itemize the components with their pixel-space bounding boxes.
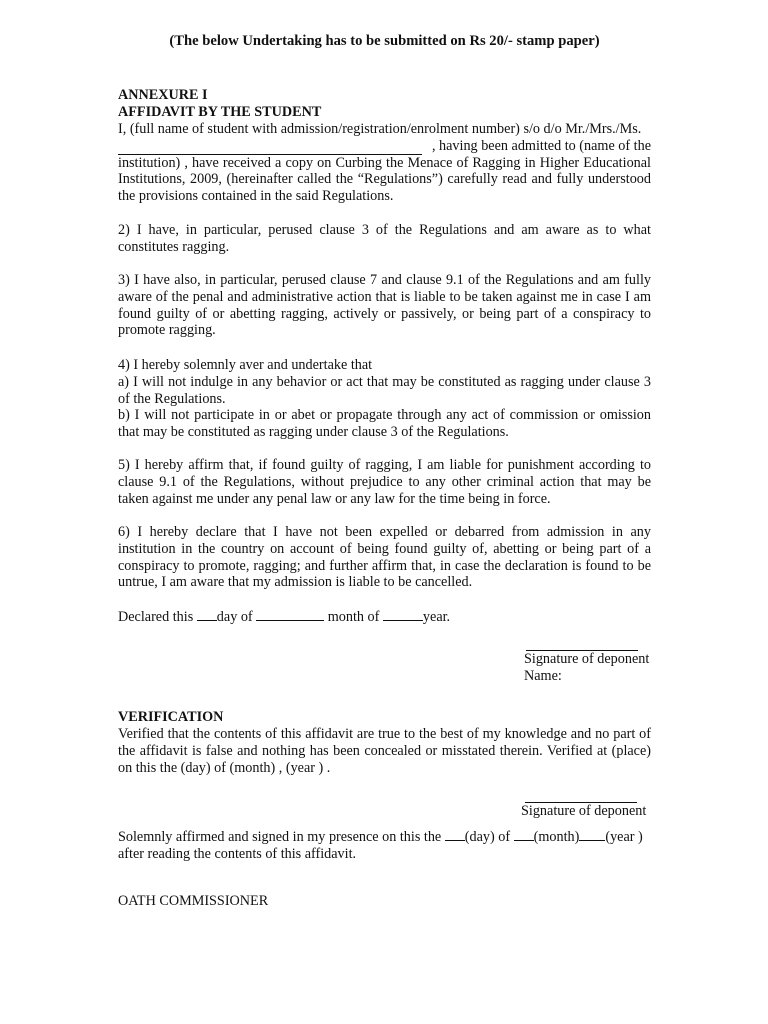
paragraph-1 — [118, 121, 651, 205]
paragraph-4-item-b: b) I will not participate in or abet or propagate through any act of commission or omission that may be constituted as ragging under clause 3 of the Regulations. — [118, 407, 651, 441]
annexure-heading: ANNEXURE I — [118, 87, 208, 103]
declared-day: day of — [216, 609, 257, 625]
solemn-prefix: Solemnly affirmed and signed in my presence on this the — [118, 829, 445, 845]
solemn-month: (month) — [533, 829, 580, 845]
signature-label-1: Signature of deponent — [524, 651, 650, 667]
solemn-month-blank — [514, 828, 534, 841]
declared-month: month of — [324, 609, 383, 625]
verification-text: Verified that the contents of this affidavit are true to the best of my knowledge and no part of the affidavit is false and nothing has been concealed or misstated therein. Verified at (place) on this the (day) of (month) , (year ) . — [118, 726, 651, 776]
declared-line — [118, 608, 651, 626]
oath-commissioner-label: OATH COMMISSIONER — [118, 893, 269, 909]
signature-label-2: Signature of deponent — [521, 803, 647, 819]
solemn-day: (day) of — [464, 829, 514, 845]
paragraph-3: 3) I have also, in particular, perused clause 7 and clause 9.1 of the Regulations and am fully aware of the penal and administrative action that is liable to be taken against me in case I am found guilty of or abetting ragging, actively or passively, or being part of a conspiracy to promote ragging. — [118, 272, 651, 339]
day-blank — [197, 608, 217, 621]
affidavit-title: AFFIDAVIT BY THE STUDENT — [118, 104, 322, 120]
deponent-name-label: Name: — [524, 667, 562, 684]
signature-block-1 — [524, 650, 664, 685]
solemn-affirmation — [118, 828, 651, 863]
declared-year: year. — [422, 609, 451, 625]
signature-block-2 — [521, 802, 661, 820]
solemn-year-blank — [579, 828, 605, 841]
paragraph-6: 6) I hereby declare that I have not been expelled or debarred from admission in any institution in the country on account of being found guilty of, abetting or being part of a conspiracy to promote, ragging; and further affirm that, in case the declaration is found to be untrue, I am aware that my admission is liable to be cancelled. — [118, 524, 651, 591]
solemn-year: (year ) — [605, 829, 643, 845]
paragraph-1-rest: institution) , have received a copy on Curbing the Menace of Ragging in Higher Educational Institutions, 2009, (hereinafter called the “Regulations”) carefully read and fully understood the provisions contained in the said Regulations. — [118, 154, 651, 205]
paragraph-1-line-1: I, (full name of student with admission/registration/enrolment number) s/o d/o Mr./Mrs./Ms. — [118, 121, 642, 137]
month-blank — [256, 608, 324, 621]
solemn-line-2: after reading the contents of this affidavit. — [118, 845, 357, 862]
verification-heading: VERIFICATION — [118, 709, 224, 725]
paragraph-2: 2) I have, in particular, perused clause 3 of the Regulations and am aware as to what constitutes ragging. — [118, 222, 651, 255]
paragraph-4-item-a: a) I will not indulge in any behavior or act that may be constituted as ragging under clause 3 of the Regulations. — [118, 373, 651, 407]
stamp-paper-note: (The below Undertaking has to be submitted on Rs 20/- stamp paper) — [169, 33, 600, 49]
solemn-line-1 — [118, 828, 651, 846]
year-blank — [383, 608, 423, 621]
paragraph-4 — [118, 357, 651, 441]
paragraph-4-intro: 4) I hereby solemnly aver and undertake that — [118, 357, 373, 373]
paragraph-5: 5) I hereby affirm that, if found guilty of ragging, I am liable for punishment according to clause 9.1 of the Regulations, without prejudice to any other criminal action that may be taken against me under any penal law or any law for the time being in force. — [118, 457, 651, 507]
paragraph-1-line-2-text: , having been admitted to (name of the — [431, 137, 651, 154]
paragraph-1-line-2 — [118, 138, 651, 155]
solemn-day-blank — [445, 828, 465, 841]
student-name-blank — [118, 142, 422, 155]
declared-prefix: Declared this — [118, 609, 197, 625]
